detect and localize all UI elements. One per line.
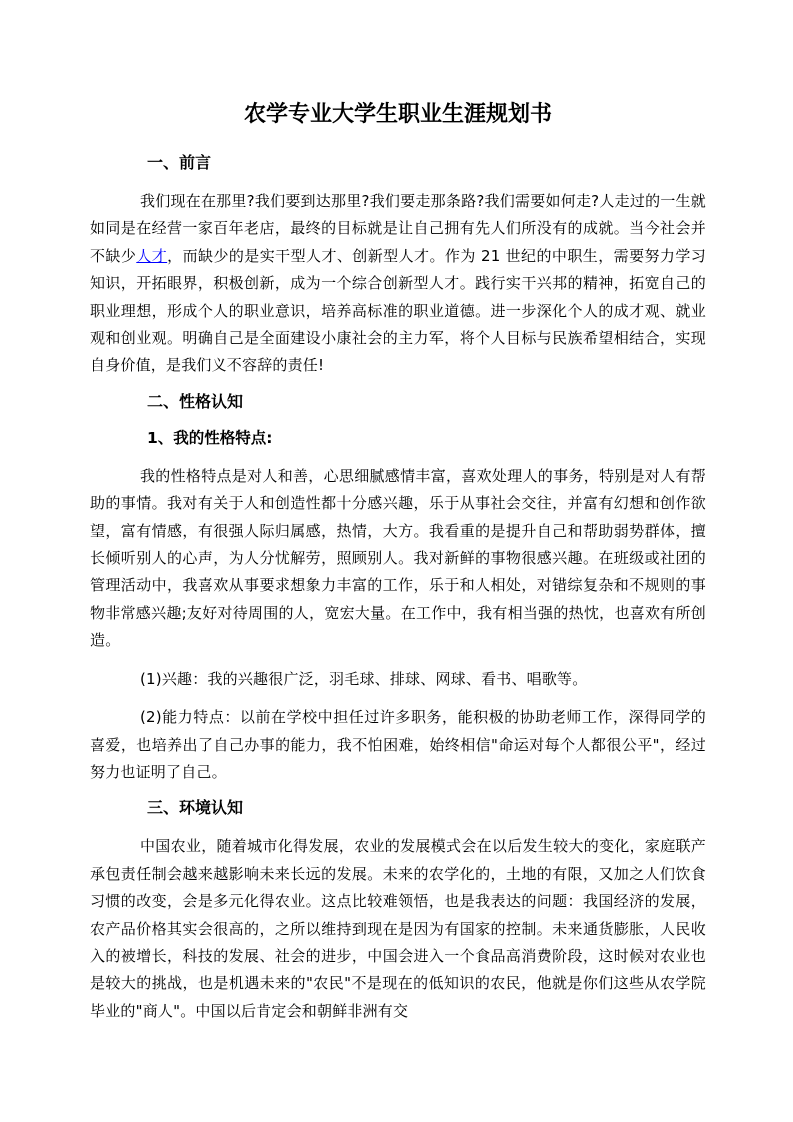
preface-text-before-link: 我们现在在那里?我们要到达那里?我们要走那条路?我们需要如何走?人走过的一生就如同是在经营一家百年老店，最终的目标就是让自己拥有先人们所没有的成就。当今社会并不缺少 <box>90 192 706 265</box>
subheading-personality-traits: 1、我的性格特点: <box>147 428 273 447</box>
talent-hyperlink[interactable]: 人才 <box>136 246 168 265</box>
personality-traits-paragraph: 我的性格特点是对人和善，心思细腻感情丰富，喜欢处理人的事务，特别是对人有帮助的事情。我对有关于人和创造性都十分感兴趣，乐于从事社会交往，并富有幻想和创作欲望，富有情感，有很强人际归属感，热情，大方。我看重的是提升自己和帮助弱势群体，擅长倾听别人的心声，为人分忧解劳，照顾别人。我对新鲜的事物很感兴趣。在班级或社团的管理活动中，我喜欢从事要求想象力丰富的工作，乐于和人相处，对错综复杂和不规则的事物非常感兴趣;友好对待周围的人，宽宏大量。在工作中，我有相当强的热忱，也喜欢有所创造。 <box>90 466 706 650</box>
environment-paragraph: 中国农业，随着城市化得发展，农业的发展模式会在以后发生较大的变化，家庭联产承包责任制会越来越影响未来长远的发展。未来的农学化的，土地的有限，又加之人们饮食习惯的改变，会是多元化得农业。这点比较难领悟，也是我表达的问题：我国经济的发展，农产品价格其实会很高的，之所以维持到现在是因为有国家的控制。未来通货膨胀，人民收入的被增长，科技的发展、社会的进步，中国会进入一个食品高消费阶段，这时候对农业也是较大的挑战，也是机遇未来的"农民"不是现在的低知识的农民，他就是你们这些从农学院毕业的"商人"。中国以后肯定会和朝鲜非洲有交 <box>90 837 706 1020</box>
preface-text-after-link: ，而缺少的是实干型人才、创新型人才。作为 21 世纪的中职生，需要努力学习知识，开拓眼界，积极创新，成为一个综合创新型人才。践行实干兴邦的精神，拓宽自己的职业理想，形成个人的职业意识，培养高标准的职业道德。进一步深化个人的成才观、就业观和创业观。明确自己是全面建设小康社会的主力军，将个人目标与民族希望相结合，实现自身价值，是我们义不容辞的责任! <box>90 246 706 375</box>
document-title: 农学专业大学生职业生涯规划书 <box>243 102 552 127</box>
preface-paragraph <box>90 188 706 380</box>
ability-paragraph: (2)能力特点：以前在学校中担任过许多职务，能积极的协助老师工作，深得同学的喜爱，也培养出了自己办事的能力，我不怕困难，始终相信"命运对每个人都很公平"，经过努力也证明了自己。 <box>90 708 706 781</box>
section-heading-personality: 二、性格认知 <box>147 391 244 411</box>
section-heading-environment: 三、环境认知 <box>147 798 244 818</box>
interest-paragraph: (1)兴趣：我的兴趣很广泛，羽毛球、排球、网球、看书、唱歌等。 <box>140 669 588 688</box>
section-heading-preface: 一、前言 <box>147 153 212 172</box>
